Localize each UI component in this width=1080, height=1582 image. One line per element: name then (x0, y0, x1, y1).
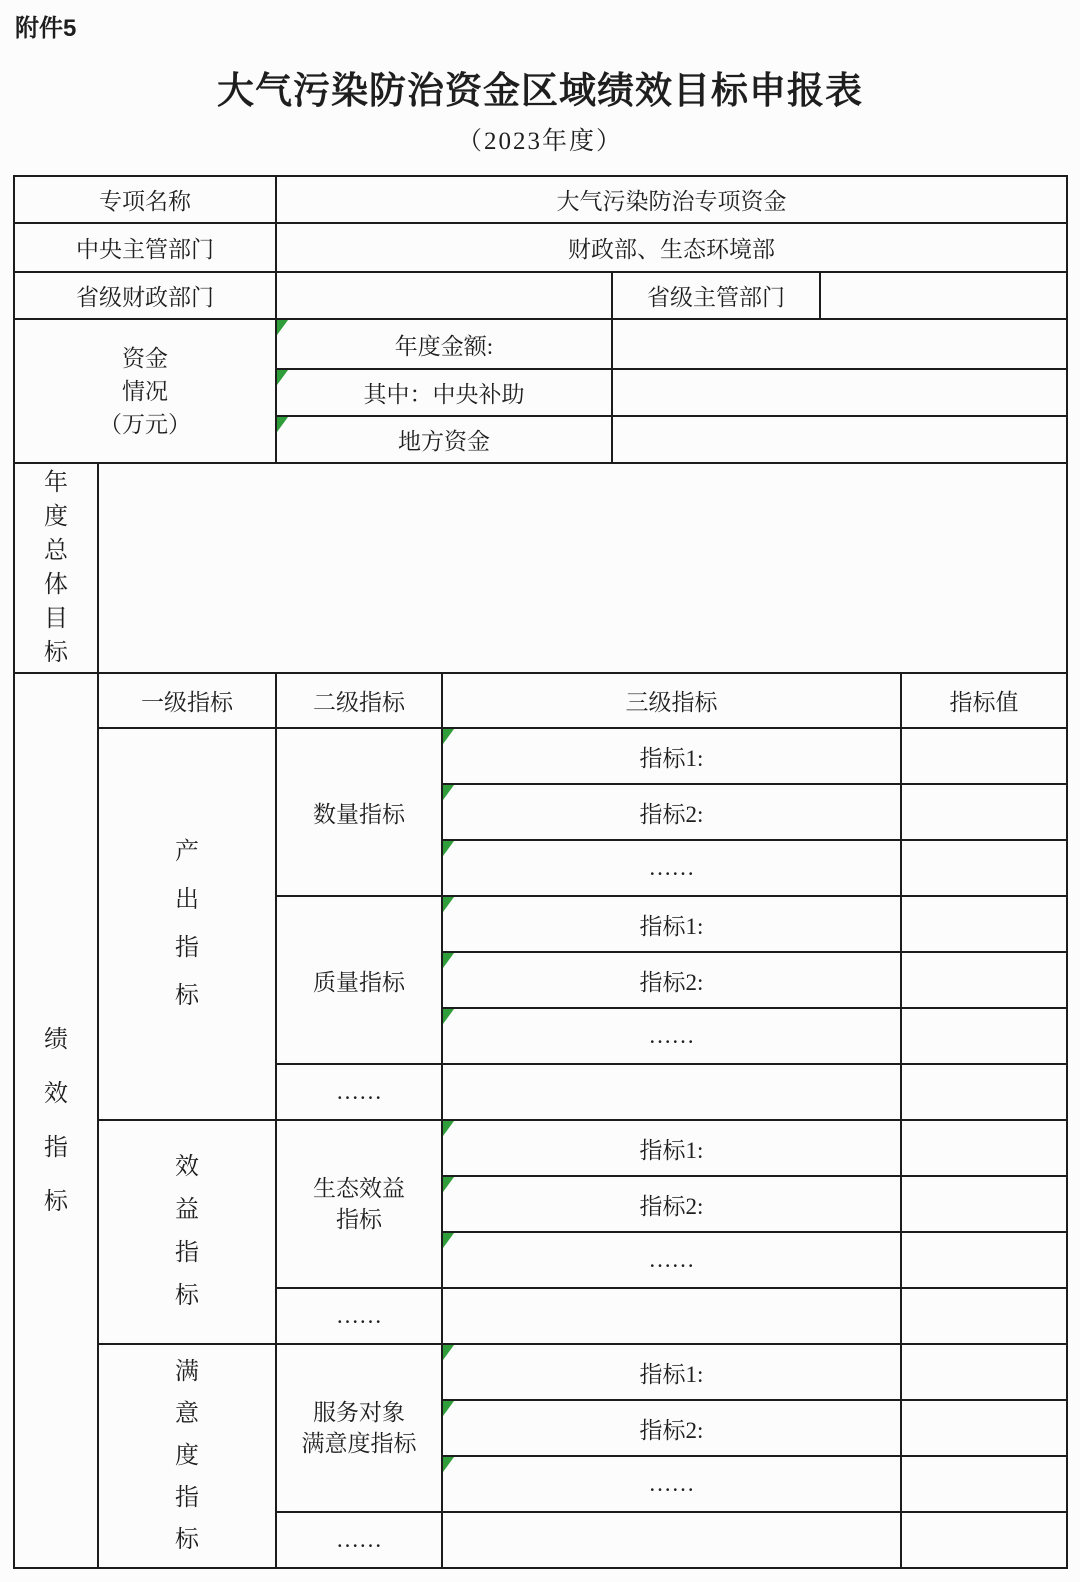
provincial-finance-value (276, 272, 612, 319)
indicator-value-cell (901, 1512, 1067, 1568)
green-corner-marker-icon (443, 897, 454, 912)
table-row (14, 1120, 1067, 1176)
declaration-form-table (13, 175, 1068, 1569)
level1-satisfaction-indicators: 满意度指标 (98, 1344, 276, 1568)
indicator-value-cell (901, 952, 1067, 1008)
green-corner-marker-icon (443, 1401, 454, 1416)
indicator-value-cell (901, 1288, 1067, 1344)
funding-section-label: 资金 情况 （万元） (14, 319, 276, 463)
funding-central-subsidy-label: 其中：中央补助 (276, 369, 612, 416)
green-corner-marker-icon (277, 370, 288, 385)
provincial-finance-label: 省级财政部门 (14, 272, 276, 319)
green-corner-marker-icon (443, 729, 454, 744)
green-corner-marker-icon (277, 320, 288, 335)
indicator-item-label: 指标2: (442, 1400, 901, 1456)
table-row (14, 223, 1067, 272)
provincial-department-value (820, 272, 1067, 319)
indicator-value-cell (901, 1120, 1067, 1176)
header-level3-indicator: 三级指标 (442, 673, 901, 728)
indicator-value-cell (901, 1400, 1067, 1456)
central-department-label: 中央主管部门 (14, 223, 276, 272)
level2-ellipsis: …… (276, 1064, 442, 1120)
table-row (14, 176, 1067, 223)
indicator-item-label: 指标2: (442, 952, 901, 1008)
green-corner-marker-icon (443, 1345, 454, 1360)
indicator-value-cell (901, 784, 1067, 840)
indicator-item-label: 指标1: (442, 1120, 901, 1176)
indicator-value-cell (901, 1344, 1067, 1400)
special-fund-name-value: 大气污染防治专项资金 (276, 176, 1067, 223)
green-corner-marker-icon (443, 1177, 454, 1192)
table-row (14, 728, 1067, 784)
funding-annual-amount-value (612, 319, 1067, 369)
table-row (14, 272, 1067, 319)
indicator-item-label: 指标1: (442, 728, 901, 784)
indicator-value-cell (901, 840, 1067, 896)
level2-ecological-benefit-indicators: 生态效益 指标 (276, 1120, 442, 1288)
performance-indicators-section-label: 绩效指标 (14, 673, 98, 1568)
indicator-value-cell (901, 1176, 1067, 1232)
indicator-item-label: …… (442, 1008, 901, 1064)
annual-goal-value (98, 463, 1067, 673)
indicator-item-label-empty (442, 1064, 901, 1120)
special-fund-name-label: 专项名称 (14, 176, 276, 223)
green-corner-marker-icon (277, 417, 288, 432)
indicator-item-label: 指标1: (442, 1344, 901, 1400)
green-corner-marker-icon (443, 1009, 454, 1024)
indicator-value-cell (901, 896, 1067, 952)
central-department-value: 财政部、生态环境部 (276, 223, 1067, 272)
indicator-value-cell (901, 1008, 1067, 1064)
page-subtitle: （2023年度） (456, 128, 623, 155)
provincial-department-label: 省级主管部门 (612, 272, 820, 319)
page-title: 大气污染防治资金区域绩效目标申报表 (217, 71, 863, 112)
green-corner-marker-icon (443, 841, 454, 856)
level2-quality-indicators: 质量指标 (276, 896, 442, 1064)
indicator-value-cell (901, 1232, 1067, 1288)
green-corner-marker-icon (443, 785, 454, 800)
table-row (14, 319, 1067, 369)
indicator-item-label: …… (442, 840, 901, 896)
attachment-label: 附件5 (15, 15, 77, 42)
indicator-item-label: 指标2: (442, 1176, 901, 1232)
funding-annual-amount-label: 年度金额: (276, 319, 612, 369)
funding-local-funds-label: 地方资金 (276, 416, 612, 463)
indicator-item-label-empty (442, 1288, 901, 1344)
indicator-item-label: …… (442, 1456, 901, 1512)
level2-quantity-indicators: 数量指标 (276, 728, 442, 896)
green-corner-marker-icon (443, 1233, 454, 1248)
funding-local-funds-value (612, 416, 1067, 463)
table-row (14, 673, 1067, 728)
indicator-item-label: 指标2: (442, 784, 901, 840)
indicator-item-label-empty (442, 1512, 901, 1568)
header-level2-indicator: 二级指标 (276, 673, 442, 728)
green-corner-marker-icon (443, 1121, 454, 1136)
green-corner-marker-icon (443, 953, 454, 968)
indicator-value-cell (901, 728, 1067, 784)
annual-goal-label: 年度总体目标 (14, 463, 98, 673)
level1-output-indicators: 产出指标 (98, 728, 276, 1120)
level1-benefit-indicators: 效益指标 (98, 1120, 276, 1344)
level2-ellipsis: …… (276, 1288, 442, 1344)
header-level1-indicator: 一级指标 (98, 673, 276, 728)
level2-service-target-satisfaction-indicators: 服务对象 满意度指标 (276, 1344, 442, 1512)
indicator-item-label: …… (442, 1232, 901, 1288)
funding-central-subsidy-value (612, 369, 1067, 416)
green-corner-marker-icon (443, 1457, 454, 1472)
indicator-item-label: 指标1: (442, 896, 901, 952)
table-row (14, 1344, 1067, 1400)
header-indicator-value: 指标值 (901, 673, 1067, 728)
indicator-value-cell (901, 1456, 1067, 1512)
indicator-value-cell (901, 1064, 1067, 1120)
table-row (14, 463, 1067, 673)
level2-ellipsis: …… (276, 1512, 442, 1568)
